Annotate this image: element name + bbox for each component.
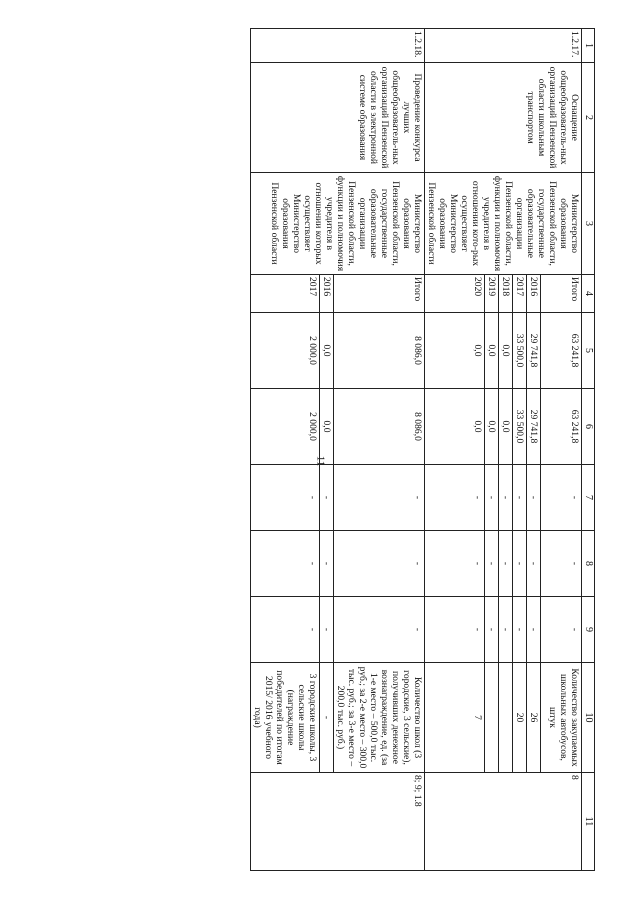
total-amount: 0,0 xyxy=(320,313,334,389)
col8-value: - xyxy=(527,531,541,597)
header-cell: 10 xyxy=(582,663,595,773)
col7-value: - xyxy=(251,465,320,531)
budget-amount: 63 241,8 xyxy=(541,389,582,465)
total-amount: 0,0 xyxy=(485,313,499,389)
total-amount: 63 241,8 xyxy=(541,313,582,389)
total-amount: 8 086,0 xyxy=(334,313,425,389)
total-amount: 0,0 xyxy=(425,313,485,389)
target-ref: 8; 9; 1.8 xyxy=(251,773,425,871)
measure-name: Проведение конкурса лучших общеобразователь-ных организаций Пензенской области в электронной системе образования xyxy=(251,63,425,173)
year: Итого xyxy=(334,275,425,313)
indicator-name: Количество закупаемых школьных автобусов, штук xyxy=(541,663,582,773)
year: 2018 xyxy=(499,275,513,313)
header-cell: 7 xyxy=(582,465,595,531)
budget-amount: 33 500,0 xyxy=(513,389,527,465)
year: 2019 xyxy=(485,275,499,313)
indicator-name: Количество школ (3 городские, 3 сельские), получивших денежное вознаграждение, ед. (за 1-е место – 500,0 тыс. руб.; за 2-е место – 300,0 тыс. руб.; за 3-е место – 200,0 тыс. руб.) xyxy=(334,663,425,773)
year: 2017 xyxy=(513,275,527,313)
col8-value: - xyxy=(425,531,485,597)
header-row xyxy=(582,29,595,871)
year: 2020 xyxy=(425,275,485,313)
col8-value: - xyxy=(541,531,582,597)
col7-value: - xyxy=(527,465,541,531)
budget-amount: 29 741,8 xyxy=(527,389,541,465)
page-number: 11 xyxy=(314,455,327,467)
col8-value: - xyxy=(485,531,499,597)
col7-value: - xyxy=(425,465,485,531)
executor: Министерство образования Пензенской области, государственные образовательные организации Пензенской области, функции и полномочия учредителя в отношении кото-рых осуществляет Министерство образования Пензенской области xyxy=(425,173,582,275)
col8-value: - xyxy=(499,531,513,597)
col9-value: - xyxy=(527,597,541,663)
col9-value: - xyxy=(320,597,334,663)
col9-value: - xyxy=(425,597,485,663)
budget-amount: 2 000,0 xyxy=(251,389,320,465)
year: 2016 xyxy=(320,275,334,313)
header-cell: 11 xyxy=(582,773,595,871)
header-cell: 3 xyxy=(582,173,595,275)
budget-amount: 0,0 xyxy=(499,389,513,465)
col9-value: - xyxy=(251,597,320,663)
col7-value: - xyxy=(499,465,513,531)
header-cell: 5 xyxy=(582,313,595,389)
budget-amount: 0,0 xyxy=(425,389,485,465)
total-amount: 33 500,0 xyxy=(513,313,527,389)
col7-value: - xyxy=(334,465,425,531)
col7-value: - xyxy=(485,465,499,531)
col8-value: - xyxy=(320,531,334,597)
header-cell: 2 xyxy=(582,63,595,173)
indicator-value: 26 xyxy=(527,663,541,773)
col7-value: - xyxy=(541,465,582,531)
col8-value: - xyxy=(251,531,320,597)
col7-value: - xyxy=(513,465,527,531)
rotated-table-wrapper xyxy=(85,28,595,870)
budget-amount: 0,0 xyxy=(320,389,334,465)
budget-amount: 0,0 xyxy=(485,389,499,465)
header-cell: 1 xyxy=(582,29,595,63)
header-cell: 4 xyxy=(582,275,595,313)
total-amount: 2 000,0 xyxy=(251,313,320,389)
measure-name: Оснащение общеобразователь-ных организаций Пензенской области школьным транспортом xyxy=(425,63,582,173)
table-row xyxy=(334,29,425,871)
col9-value: - xyxy=(334,597,425,663)
indicator-value: - xyxy=(320,663,334,773)
budget-amount: 8 086,0 xyxy=(334,389,425,465)
indicator-value: 3 городские школы, 3 сельские школы (награждение победителей по итогам 2015/ 2016 учебного года) xyxy=(251,663,320,773)
row-number: 1.2.18. xyxy=(251,29,425,63)
target-ref: 8 xyxy=(425,773,582,871)
year: 2017 xyxy=(251,275,320,313)
col7-value: - xyxy=(320,465,334,531)
indicator-value xyxy=(499,663,513,773)
executor: Министерство образования Пензенской области, государственные образовательные организации Пензенской области, функции и полномочия учредителя в отношении которых осуществляет Министерство образования Пензенской области xyxy=(251,173,425,275)
header-cell: 8 xyxy=(582,531,595,597)
year: 2016 xyxy=(527,275,541,313)
row-number: 1.2.17. xyxy=(425,29,582,63)
col8-value: - xyxy=(334,531,425,597)
col8-value: - xyxy=(513,531,527,597)
program-table xyxy=(250,28,595,871)
total-amount: 0,0 xyxy=(499,313,513,389)
indicator-value: 20 xyxy=(513,663,527,773)
indicator-value: 7 xyxy=(425,663,485,773)
col9-value: - xyxy=(499,597,513,663)
col9-value: - xyxy=(541,597,582,663)
indicator-value xyxy=(485,663,499,773)
year: Итого xyxy=(541,275,582,313)
header-cell: 9 xyxy=(582,597,595,663)
total-amount: 29 741,8 xyxy=(527,313,541,389)
table-row xyxy=(541,29,582,871)
header-cell: 6 xyxy=(582,389,595,465)
col9-value: - xyxy=(485,597,499,663)
col9-value: - xyxy=(513,597,527,663)
